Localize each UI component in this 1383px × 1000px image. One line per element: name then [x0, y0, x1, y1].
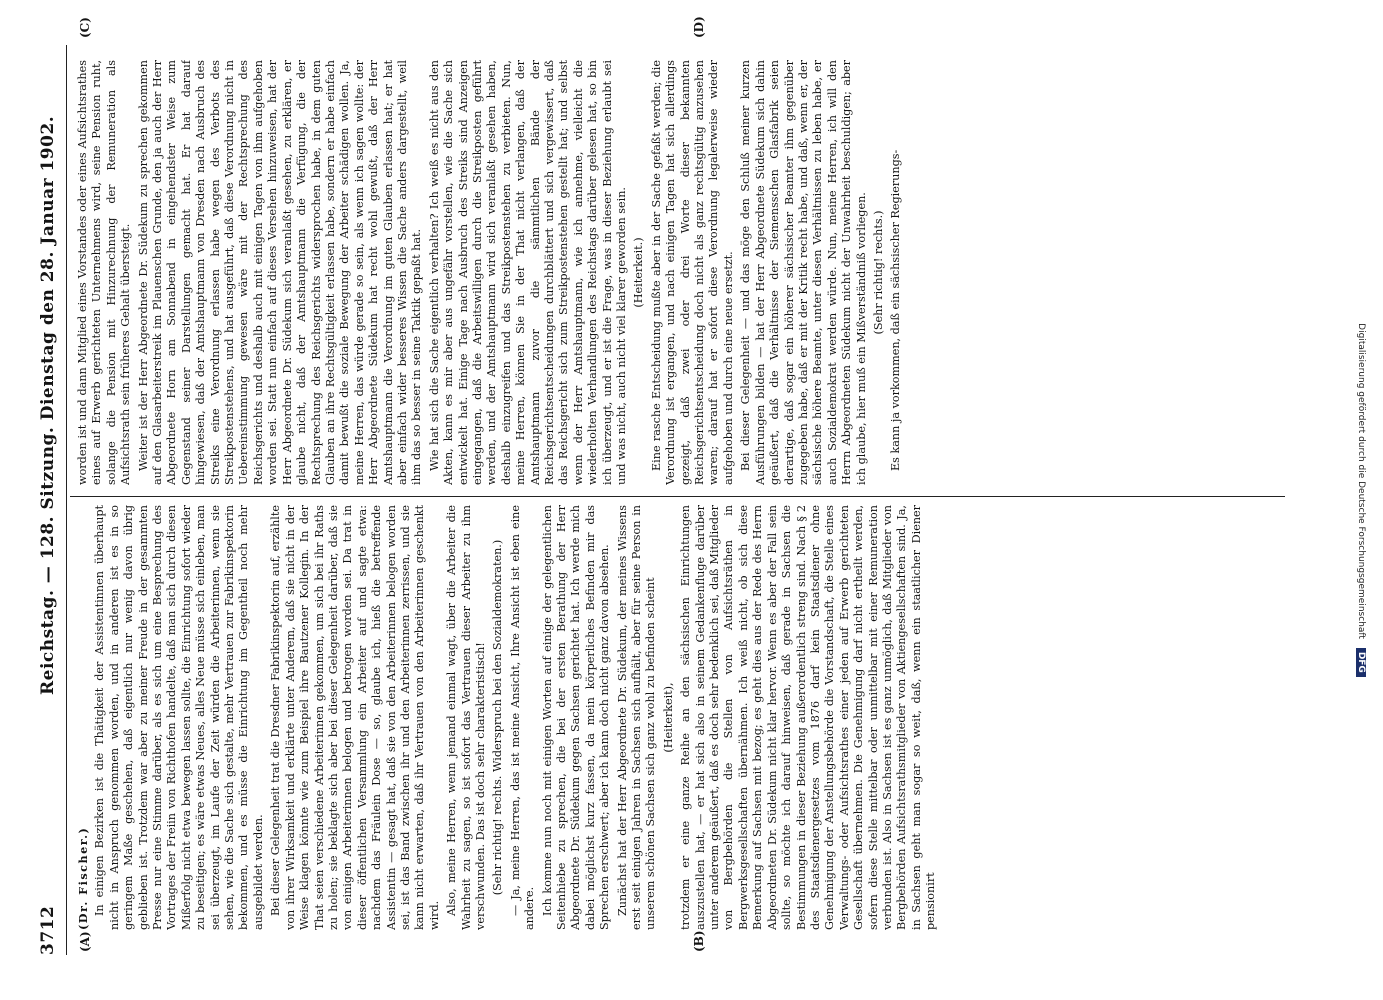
- paragraph: In einigen Bezirken ist die Thätigkeit der Assistentinnen überhaupt nicht in Anspruch genommen worden, und in anderen ist es in so geringem Maße geschehen, daß eigentlich nur wenig davon übrig geblieben ist. Trotzdem war aber zu meiner Freude in der gesammten Presse nur eine Stimme darüber, als es sich um eine Besprechung des Vortrages der Freiin von Richthofen handelte, daß man sich durch diesen Mißerfolg nicht etwa bewegen lassen sollte, die Einrichtung sofort wieder zu beseitigen; es wäre etwas Neues, alles Neue müsse sich einleben, man sei überzeugt, im Laufe der Zeit würden die Arbeiterinnen, wenn sie sehen, wie die Sache sich gestalte, mehr Vertrauen zur Fabrikinspektorin bekommen, und es müsse die Einrichtung im Gegentheil noch mehr ausgebildet werden.: [93, 505, 265, 930]
- paragraph: Weiter ist der Herr Abgeordnete Dr. Südekum zu sprechen gekommen auf den Glasarbeiterstreik im Plauenschen Grunde, den ja auch der Herr Abgeordnete Horn am Sonnabend in eingehendster Weise zum Gegenstand seiner Darstellungen gemacht hat. Er hat darauf hingewiesen, daß der Amtshauptmann von Dresden nach Ausbruch des Streiks eine Verordnung erlassen habe wegen des Verbots des Streikpostenstehens, und hat ausgeführt, daß diese Verordnung nicht in Uebereinstimmung gewesen wäre mit der Rechtsprechung des Reichsgerichts und deshalb auch mit einigen Tagen von ihm aufgehoben worden sei. Statt nun einfach auf dieses Versehen hinzuweisen, hat der Herr Abgeordnete Dr. Südekum sich veranlaßt gesehen, zu erklären, er glaube nicht, daß der Amtshauptmann die Verfügung, die der Rechtsprechung des Reichsgerichts widersprochen habe, in dem guten Glauben an ihre Rechtsgültigkeit erlassen habe, sondern er habe einfach damit bewußt die soziale Bewegung der Arbeiter schädigen wollen. Ja, meine Herren, das würde gerade so sein, als wenn ich sagen wollte: der Herr Abgeordnete Südekum hat recht wohl gewußt, daß der Herr Amtshauptmann die Verordnung im guten Glauben erlassen hat; er hat aber einfach wider besseres Wissen die Sache anders dargestellt, weil ihm das so besser in seine Taktik gepaßt hat.: [136, 60, 424, 485]
- page-header: [38, 45, 66, 955]
- margin-mark-d: (D): [692, 16, 706, 38]
- credit-text: Digitalisierung gefördert durch die Deutsche Forschungsgemeinschaft: [1356, 323, 1366, 639]
- interjection: (Sehr richtig! rechts.): [871, 210, 885, 335]
- paragraph: Es kann ja vorkommen, daß ein sächsischer Regierungs-: [889, 149, 903, 471]
- paragraph: Bei dieser Gelegenheit trat die Dresdner Fabrikinspektorin auf, erzählte von ihrer Wirksamkeit und erklärte unter Anderem, daß sie nicht in der Weise klagen könnte wie zum Beispiel ihre Bautzener Kollegin. In der That seien verschiedene Arbeiterinnen gekommen, um sich bei ihr Raths zu holen; sie beklagte sich aber bei dieser Gelegenheit darüber, daß sie von einigen Arbeiterinnen belogen und betrogen worden sei. Da trat in dieser öffentlichen Versammlung ein Arbeiter auf und sagte etwa: nachdem das Fräulein Dose — so, glaube ich, hieß die betreffende Assistentin — gesagt hat, daß sie von den Arbeiterinnen belogen worden sei, ist das Band zwischen ihr und den Arbeiterinnen zerrissen, und sie kann nicht erwarten, daß ihr Vertrauen von den Arbeiterinnen geschenkt wird.: [269, 505, 441, 930]
- column-divider: [70, 496, 1285, 497]
- header-divider: [66, 45, 67, 955]
- page-title: Reichstag. — 128. Sitzung. Dienstag den 28. Januar 1902.: [38, 115, 58, 695]
- paragraph: Ich komme nun noch mit einigen Worten auf einige der gelegentlichen Seitenhiebe zu sprechen, die bei der ersten Berathung der Herr Abgeordnete Dr. Südekum gegen Sachsen gerichtet hat. Ich werde mich dabei möglichst kurz fassen, da mein körperliches Befinden mir das Sprechen erschwert; aber ich kann doch nicht ganz davon absehen.: [540, 505, 612, 930]
- dfg-logo: DFG: [1356, 648, 1366, 677]
- paragraph: Zunächst hat der Herr Abgeordnete Dr. Südekum, der meines Wissens erst seit einigen Jahren in Sachsen sich aufhält, aber für seine Person in unserem schönen Sachsen sich ganz wohl zu befinden scheint: [615, 505, 658, 930]
- paragraph: Eine rasche Entscheidung mußte aber in der Sache gefaßt werden; die Verordnung ist ergangen, und nach einigen Tagen hat sich allerdings gezeigt, daß zwei oder drei Worte dieser bekannten Reichsgerichtsentscheidung doch nicht als ganz rechtsgültig anzusehen waren; darauf hat er sofort diese Verordnung legalerweise wieder aufgehoben und durch eine neue ersetzt.: [649, 60, 735, 485]
- interjection: (Sehr richtig! rechts. Widerspruch bei den Sozialdemokraten.): [491, 539, 505, 896]
- speaker-line: (Dr. Fischer.): [76, 826, 90, 930]
- right-column: [76, 60, 1281, 485]
- margin-mark-b: (B): [692, 930, 706, 952]
- paragraph: Wie hat sich die Sache eigentlich verhalten? Ich weiß es nicht aus den Akten, kann es mir aber aus ungefähr vorstellen, wie die Sache sich entwickelt hat. Einige Tage nach Ausbruch des Streiks sind Anzeigen eingegangen, daß die Arbeitswilligen durch die Streikposten geführt werden, und der Amtshauptmann wird sich veranlaßt gesehen haben, deshalb einzugreifen und das Streikpostenstehen zu verbieten. Nun, meine Herren, können Sie in der That nicht verlangen, daß der Amtshauptmann zuvor die sämmtlichen Bände der Reichsgerichtsentscheidungen durchblättert und sich vergewissert, daß das Reichsgericht sich zum Streikpostenstehen gestellt hat; und selbst wenn der Herr Amtshauptmann, wie ich annehme, vielleicht die wiederholten Verhandlungen des Reichstags darüber gelesen hat, so bin ich überzeugt, und er ist die Frage, was in dieser Beziehung erlaubt sei und was nicht, auch nicht viel klarer geworden sein.: [427, 60, 629, 485]
- paragraph: Bei dieser Gelegenheit — und das möge den Schluß meiner kurzen Ausführungen bilden — hat der Herr Abgeordnete Südekum sich dahin geäußert, daß die Verhältnisse der Siemensschen Glasfabrik seien derartige, daß sogar ein höherer sächsischer Beamter ihm gegenüber zugegeben habe, daß er mit der Kritik recht habe, und daß, wenn er, der sächsische höhere Beamte, unter diesen Verhältnissen zu leben habe, er auch Sozialdemokrat werden würde. Nun, meine Herren, ich will den Herrn Abgeordneten Südekum nicht der Unwahrheit beschuldigen; aber ich glaube, hier muß ein Mißverständniß vorliegen.: [739, 60, 868, 485]
- paragraph: worden ist und dann Mitglied eines Vorstandes oder eines Aufsichtsrathes eines auf Erwerb gerichteten Unternehmens wird, seine Pension ruht, solange die Pension mit Hinzurechnung der Remuneration als Aufsichtsrath sein früheres Gehalt übersteigt.: [76, 60, 133, 485]
- left-column: [76, 505, 1281, 930]
- paragraph: — Ja, meine Herren, das ist meine Ansicht, Ihre Ansicht ist eben eine andere.: [508, 505, 537, 930]
- page-number: 3712: [38, 905, 58, 955]
- paragraph: Also, meine Herren, wenn jemand einmal wagt, über die Arbeiter die Wahrheit zu sagen, so ist sofort das Vertrauen dieser Arbeiter zu ihm verschwunden. Das ist doch sehr charakteristisch!: [445, 505, 487, 930]
- margin-mark-c: (C): [78, 17, 92, 38]
- margin-mark-a: (A): [78, 931, 92, 952]
- paragraph: trotzdem er eine ganze Reihe an den sächsischen Einrichtungen auszustellen hat, — er hat sich also in seinem Gedankenfluge darüber unter anderem geäußert, daß es doch sehr bedenklich sei, daß Mitglieder von Bergbehörden die Stellen von Aufsichtsräthen in Bergwerksgesellschaften übernähmen. Ich weiß nicht, ob sich diese Bemerkung auf Sachsen mit bezog; es geht dies aus der Rede des Herrn Abgeordneten Dr. Südekum nicht klar hervor. Wenn es aber der Fall sein sollte, so möchte ich darauf hinweisen, daß gerade in Sachsen die Bestimmungen in dieser Beziehung außerordentlich streng sind. Nach § 2 des Staatsdienergesetzes vom 1876 darf kein Staatsdiener ohne Genehmigung der Anstellungsbehörde die Vorstandschaft, die Stelle eines Verwaltungs- oder Aufsichtsrathes einer jeden auf Erwerb gerichteten Gesellschaft übernehmen. Die Genehmigung darf nicht ertheilt werden, sofern diese Stelle mittelbar oder unmittelbar mit einer Remuneration verbunden ist. Also in Sachsen ist es ganz unmöglich, daß Mitglieder von Bergbehörden Aufsichtsrathsmitglieder von Aktiengesellschaften sind. Ja, in Sachsen geht man sogar so weit, daß, wenn ein staatlicher Diener pensionirt: [679, 505, 938, 930]
- interjection: (Heiterkeit),: [661, 682, 675, 753]
- interjection: (Heiterkeit.): [632, 237, 646, 308]
- digitization-credit: [1353, 0, 1368, 1000]
